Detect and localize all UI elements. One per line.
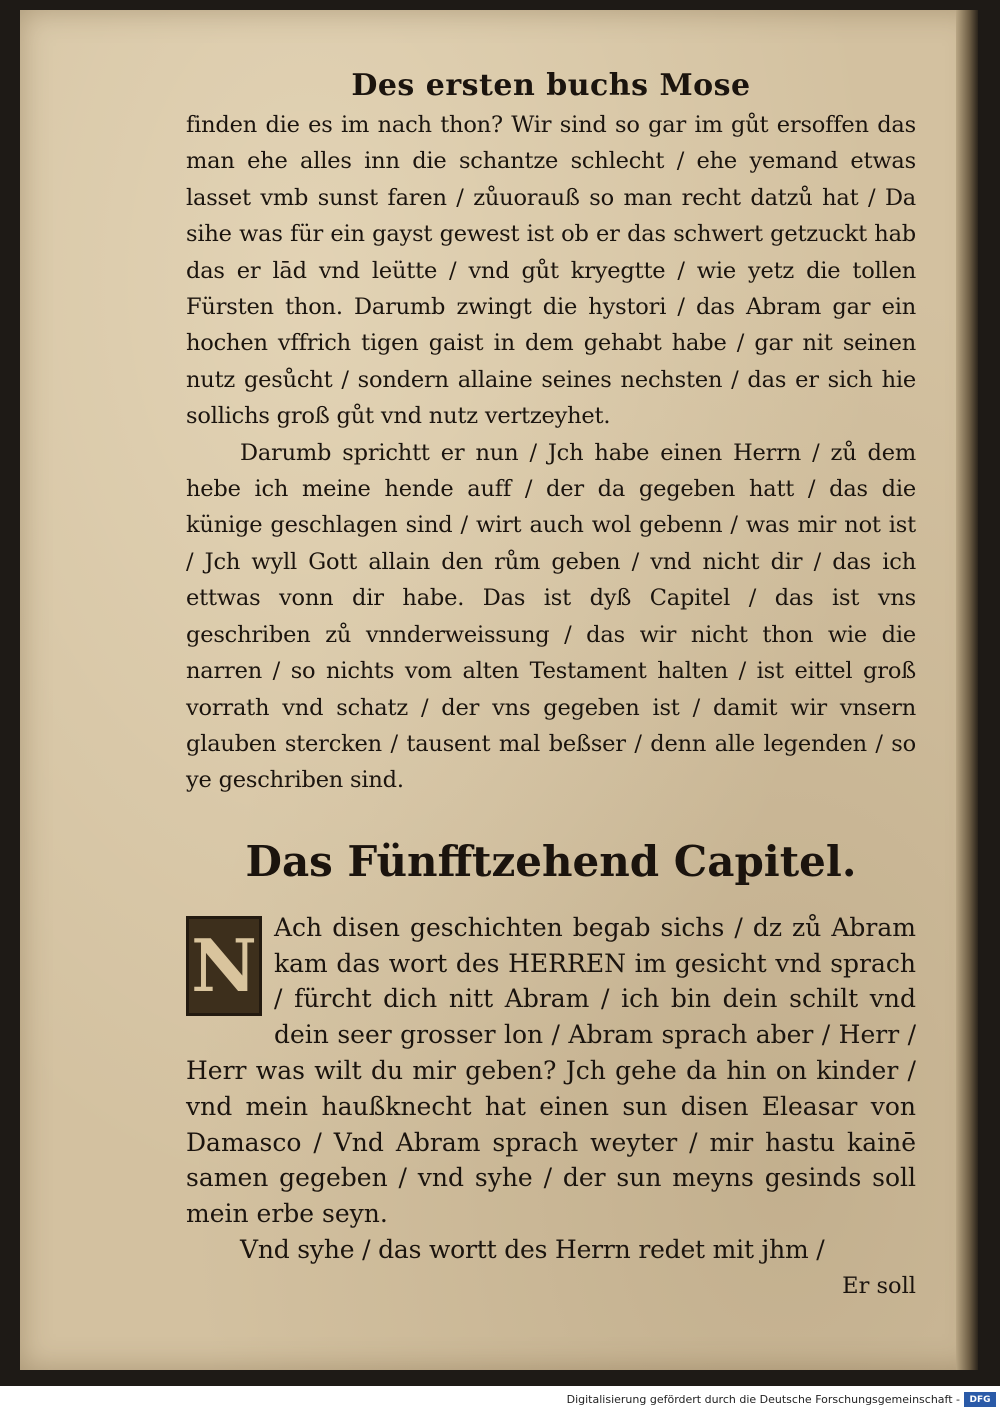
paragraph-2: Darumb sprichtt er nun / Jch habe einen Herrn / zů dem hebe ich meine hende auff / der da gegeben hatt / das die künige geschlagen sind / wirt auch wol gebenn / was mir not ist / Jch wyll Gott allain den rům geben / vnd nicht dir / das ich ettwas vonn dir habe. Das ist dyß Capitel / das ist vns geschriben zů vnnderweissung / das wir nicht thon wie die narren / so nichts vom alten Testament halten / ist eittel groß vorrath vnd schatz / der vns gegeben ist / damit wir vnsern glauben stercken / tausent mal beßser / denn alle legenden / so ye geschriben sind. [186, 439, 916, 794]
paragraph-1: finden die es im nach thon? Wir sind so gar im gůt ersoffen das man ehe alles inn die schantze schlecht / ehe yemand etwas lasset vmb sunst faren / zůuorauß so man recht datzů hat / Da sihe was für ein gayst gewest ist ob er das schwert getzuckt hab das er lād vnd leütte / vnd gůt kryegtte / wie yetz die tollen Fürsten thon. Darumb zwingt die hystori / das Abram gar ein hochen vffrich tigen gaist in dem gehabt habe / gar nit seinen nutz gesůcht / sondern allaine seines nechsten / das er sich hie sollichs groß gůt vnd nutz vertzeyhet. [186, 112, 916, 430]
chapter-last-line: Vnd syhe / das wortt des Herrn redet mit jhm / [240, 1234, 825, 1264]
footer-bar [0, 1390, 1000, 1410]
chapter-body: Ach disen geschichten begab sichs / dz zů Abram kam das wort des HERREN im gesicht vnd sprach / fürcht dich nitt Abram / ich bin dein schilt vnd dein seer grosser lon / Abram sprach aber / Herr / Herr was wilt du mir geben? Jch gehe da hin on kinder / vnd mein haußknecht hat einen sun disen Eleasar von Damasco / Vnd Abram sprach weyter / mir hastu kainē samen gegeben / vnd syhe / der sun meyns gesinds soll mein erbe seyn. [186, 912, 916, 1229]
decorated-initial [186, 916, 262, 1016]
book-spine-edge [956, 10, 978, 1370]
text-block [186, 68, 916, 1304]
dfg-logo: DFG [964, 1392, 996, 1407]
initial-letter: N [191, 922, 257, 1008]
running-head: Des ersten buchs Mose [351, 68, 751, 103]
chapter-title: Das Fünfftzehend Capitel. [245, 836, 857, 886]
footer-credit: Digitalisierung gefördert durch die Deutsche Forschungsgemeinschaft - [566, 1393, 960, 1406]
catchword: Er soll [842, 1272, 916, 1299]
